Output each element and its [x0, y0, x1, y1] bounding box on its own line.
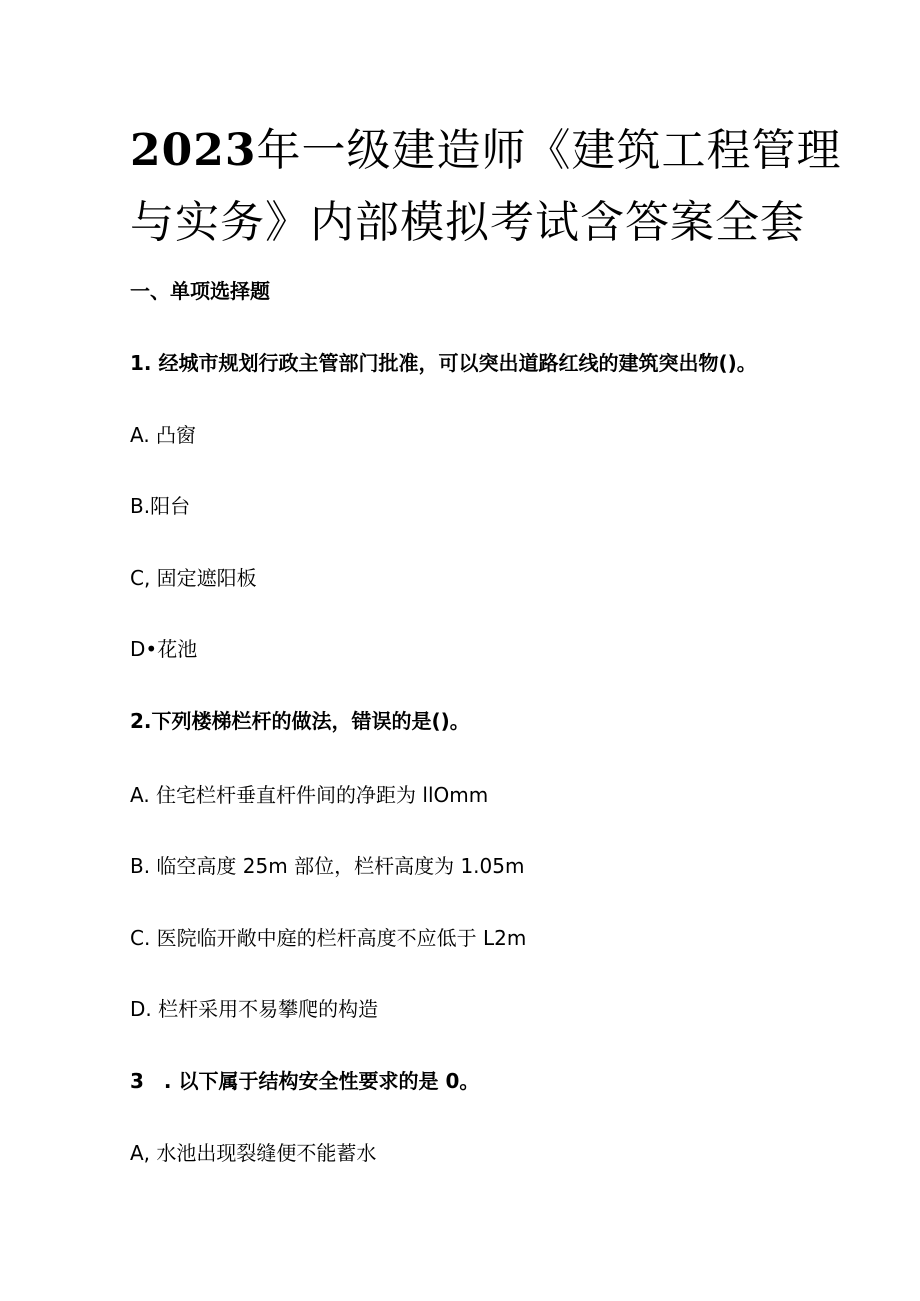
- question-1-stem: 1. 经城市规划行政主管部门批准，可以突出道路红线的建筑突出物()。: [130, 351, 757, 375]
- question-2-option-a: A. 住宅栏杆垂直杆件间的净距为 llOmm: [130, 783, 489, 807]
- question-2-option-d: D. 栏杆采用不易攀爬的构造: [130, 997, 379, 1021]
- question-1-option-a: A. 凸窗: [130, 423, 197, 447]
- question-2-stem: 2.下列楼梯栏杆的做法，错误的是()。: [130, 709, 470, 733]
- question-1-option-d: D•花池: [130, 637, 198, 661]
- title-line-1: [130, 115, 842, 187]
- title-line-2: 与实务》内部模拟考试含答案全套: [130, 197, 805, 248]
- question-2-option-c: C. 医院临开敞中庭的栏杆高度不应低于 L2m: [130, 926, 527, 950]
- section-heading: 一、单项选择题: [130, 279, 270, 303]
- title-line-1-text: 年一级建造师《建筑工程管理: [256, 125, 842, 176]
- question-2-option-b: B. 临空高度 25m 部位，栏杆高度为 1.05m: [130, 854, 525, 878]
- question-1-option-b: B.阳台: [130, 494, 191, 518]
- question-3-option-a: A, 水池出现裂缝便不能蓄水: [130, 1141, 377, 1165]
- question-3-stem: 3 . 以下属于结构安全性要求的是 0。: [130, 1069, 480, 1093]
- title-year: 2023: [130, 125, 257, 176]
- question-1-option-c: C, 固定遮阳板: [130, 566, 257, 590]
- document-title: [130, 115, 842, 259]
